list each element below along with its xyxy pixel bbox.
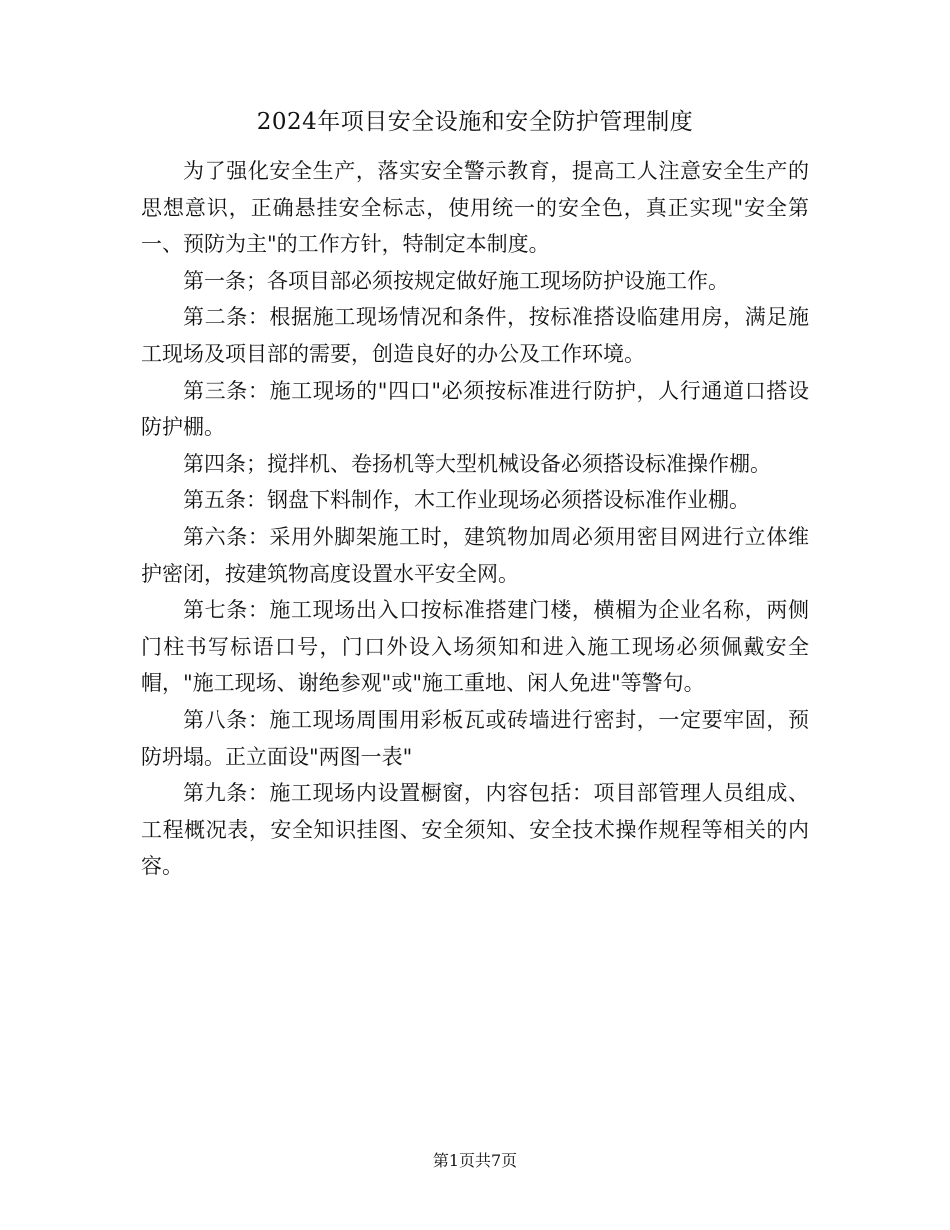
paragraph-article-2: 第二条：根据施工现场情况和条件，按标准搭设临建用房，满足施工现场及项目部的需要，创造良好的办公及工作环境。 [141, 305, 809, 366]
paragraph-article-8: 第八条：施工现场周围用彩板瓦或砖墙进行密封，一定要牢固，预防坍塌。正立面设"两图一表" [141, 707, 809, 769]
paragraph-article-7: 第七条：施工现场出入口按标准搭建门楼，横楣为企业名称，两侧门柱书写标语口号，门口外设入场须知和进入施工现场必须佩戴安全帽，"施工现场、谢绝参观"或"施工重地、闲人免进"等警句。 [141, 598, 809, 696]
paragraph-article-4: 第四条；搅拌机、卷扬机等大型机械设备必须搭设标准操作棚。 [183, 451, 771, 476]
paragraph-article-3: 第三条：施工现场的"四口"必须按标准进行防护，人行通道口搭设防护棚。 [141, 378, 809, 440]
paragraph-article-6: 第六条：采用外脚架施工时，建筑物加周必须用密目网进行立体维护密闭，按建筑物高度设置水平安全网。 [141, 524, 809, 586]
page-number-footer: 第1页共7页 [432, 1151, 518, 1170]
paragraph-article-1: 第一条；各项目部必须按规定做好施工现场防护设施工作。 [183, 268, 729, 293]
paragraph-article-5: 第五条：钢盘下料制作，木工作业现场必须搭设标准作业棚。 [183, 488, 750, 513]
document-title: 2024年项目安全设施和安全防护管理制度 [256, 109, 694, 135]
document-body [141, 153, 809, 885]
paragraph-intro: 为了强化安全生产，落实安全警示教育，提高工人注意安全生产的思想意识，正确悬挂安全标志，使用统一的安全色，真正实现"安全第一、预防为主"的工作方针，特制定本制度。 [141, 159, 809, 257]
paragraph-article-9: 第九条：施工现场内设置橱窗，内容包括：项目部管理人员组成、工程概况表，安全知识挂图、安全须知、安全技术操作规程等相关的内容。 [141, 781, 809, 879]
